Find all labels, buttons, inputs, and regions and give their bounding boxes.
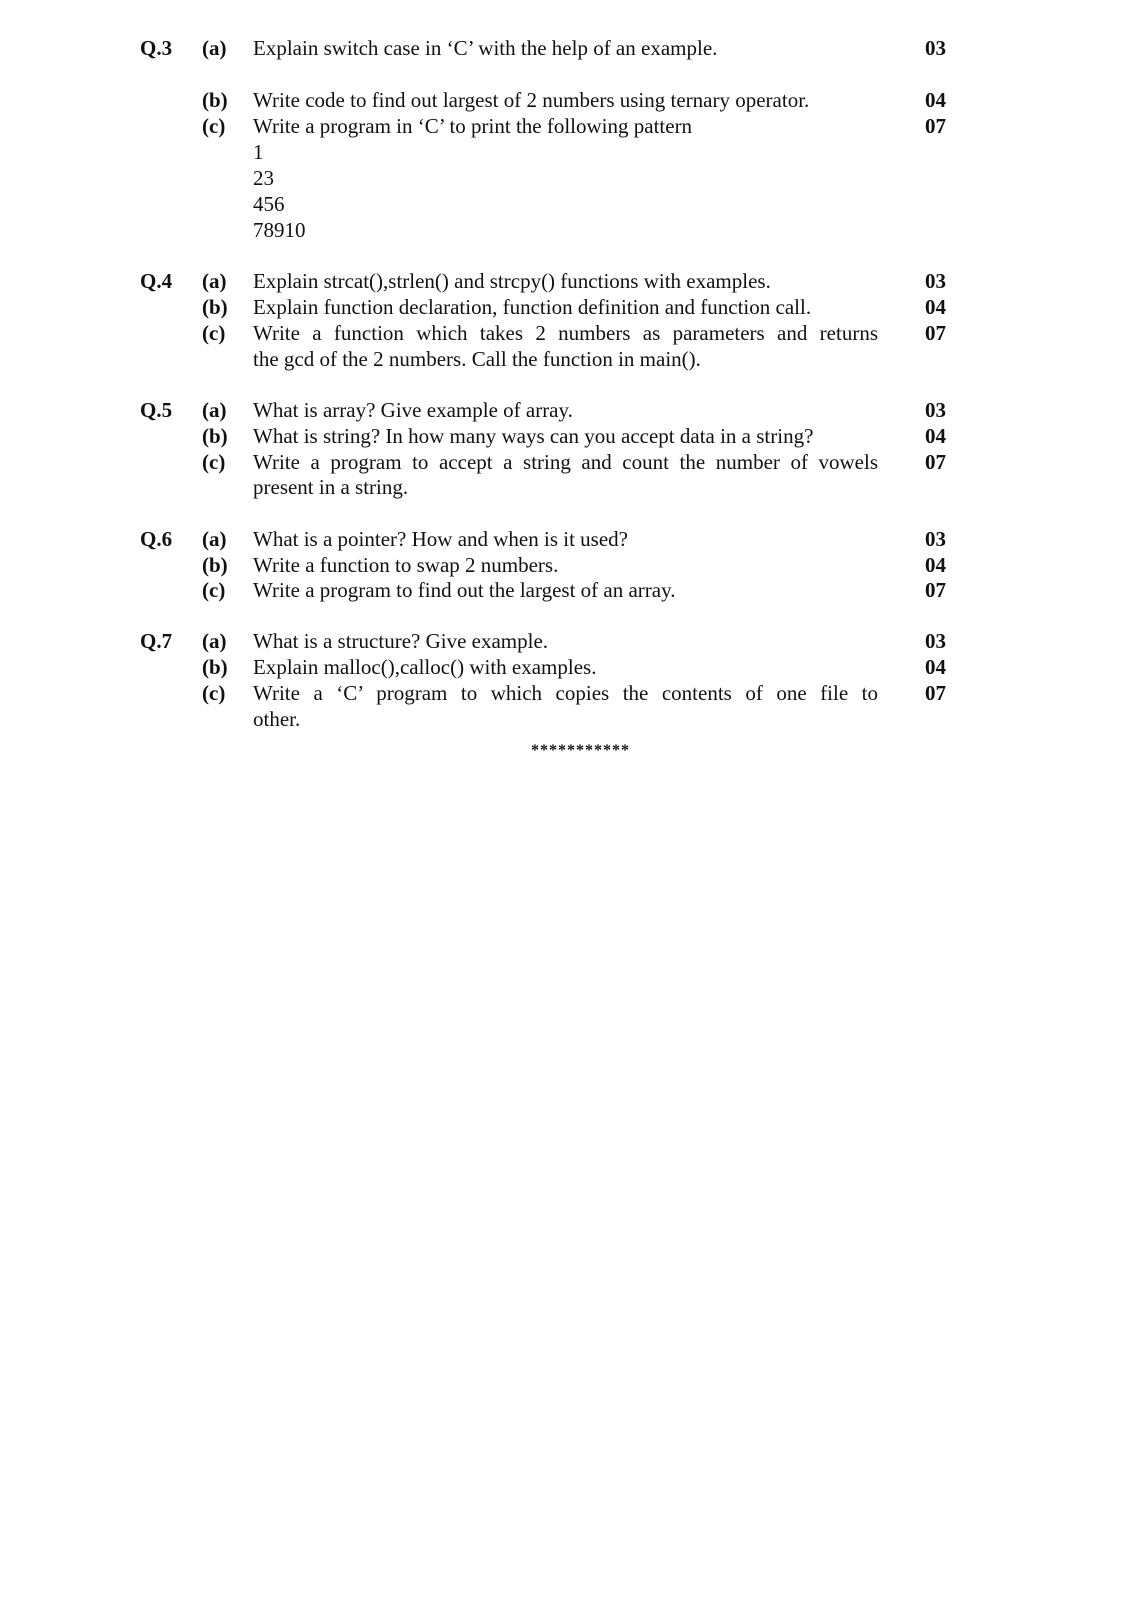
marks: 07 — [925, 114, 946, 138]
pattern-line — [0, 165, 1131, 191]
question-text: Write a function to swap 2 numbers. — [253, 553, 559, 577]
q6-a-row — [0, 526, 1131, 552]
marks: 03 — [925, 527, 946, 551]
q5-c-row — [0, 449, 1131, 475]
q4-b-row — [0, 294, 1131, 320]
question-text: present in a string. — [253, 475, 409, 499]
part-label: (b) — [202, 295, 228, 319]
q5-a-row — [0, 397, 1131, 423]
q6-b-row — [0, 552, 1131, 578]
marks: 04 — [925, 655, 946, 679]
marks: 03 — [925, 629, 946, 653]
part-label: (b) — [202, 553, 228, 577]
part-label: (a) — [202, 398, 227, 422]
q7-c-row — [0, 680, 1131, 706]
marks: 04 — [925, 553, 946, 577]
q7-b-row — [0, 654, 1131, 680]
question-text: Write a function which takes 2 numbers as parameters and returns — [253, 321, 878, 345]
part-label: (c) — [202, 114, 226, 138]
question-text: What is a structure? Give example. — [253, 629, 549, 653]
question-text: Explain function declaration, function definition and function call. — [253, 295, 812, 319]
q3-c-row — [0, 113, 1131, 139]
question-number: Q.7 — [140, 629, 173, 653]
pattern-text: 1 — [253, 140, 264, 164]
part-label: (a) — [202, 269, 227, 293]
q3-b-row — [0, 87, 1131, 113]
marks: 03 — [925, 269, 946, 293]
pattern-text: 456 — [253, 192, 285, 216]
pattern-line — [0, 191, 1131, 217]
marks: 03 — [925, 398, 946, 422]
question-number: Q.4 — [140, 269, 173, 293]
q4-c-row — [0, 320, 1131, 346]
question-text: Explain strcat(),strlen() and strcpy() functions with examples. — [253, 269, 771, 293]
part-label: (a) — [202, 36, 227, 60]
question-text: the gcd of the 2 numbers. Call the function in main(). — [253, 347, 701, 371]
question-text: other. — [253, 707, 301, 731]
marks: 04 — [925, 88, 946, 112]
q6-c-row — [0, 577, 1131, 603]
marks: 04 — [925, 424, 946, 448]
q7-c-continuation — [0, 706, 1131, 732]
marks: 04 — [925, 295, 946, 319]
question-text: Write a program to accept a string and count the number of vowels — [253, 450, 878, 474]
part-label: (c) — [202, 578, 226, 602]
marks: 07 — [925, 321, 946, 345]
part-label: (a) — [202, 527, 227, 551]
part-label: (b) — [202, 655, 228, 679]
question-text: Write a ‘C’ program to which copies the contents of one file to — [253, 681, 878, 705]
pattern-line — [0, 217, 1131, 243]
q5-c-continuation — [0, 474, 1131, 500]
q5-b-row — [0, 423, 1131, 449]
pattern-line — [0, 139, 1131, 165]
part-label: (c) — [202, 681, 226, 705]
q4-c-continuation — [0, 346, 1131, 372]
q4-a-row — [0, 268, 1131, 294]
question-number: Q.3 — [140, 36, 173, 60]
q7-a-row — [0, 628, 1131, 654]
question-number: Q.6 — [140, 527, 173, 551]
question-text: What is a pointer? How and when is it used? — [253, 527, 628, 551]
marks: 07 — [925, 578, 946, 602]
part-label: (c) — [202, 450, 226, 474]
marks: 07 — [925, 450, 946, 474]
question-text: Explain malloc(),calloc() with examples. — [253, 655, 597, 679]
question-text: Explain switch case in ‘C’ with the help of an example. — [253, 36, 718, 60]
q3-a-row — [0, 35, 1131, 61]
question-number: Q.5 — [140, 398, 173, 422]
end-marker: *********** — [531, 742, 630, 759]
part-label: (b) — [202, 424, 228, 448]
part-label: (b) — [202, 88, 228, 112]
part-label: (c) — [202, 321, 226, 345]
question-text: What is string? In how many ways can you accept data in a string? — [253, 424, 814, 448]
marks: 03 — [925, 36, 946, 60]
marks: 07 — [925, 681, 946, 705]
question-text: Write a program in ‘C’ to print the following pattern — [253, 114, 693, 138]
pattern-text: 78910 — [253, 218, 306, 242]
part-label: (a) — [202, 629, 227, 653]
question-text: Write a program to find out the largest of an array. — [253, 578, 676, 602]
question-text: Write code to find out largest of 2 numbers using ternary operator. — [253, 88, 810, 112]
question-text: What is array? Give example of array. — [253, 398, 573, 422]
pattern-text: 23 — [253, 166, 274, 190]
